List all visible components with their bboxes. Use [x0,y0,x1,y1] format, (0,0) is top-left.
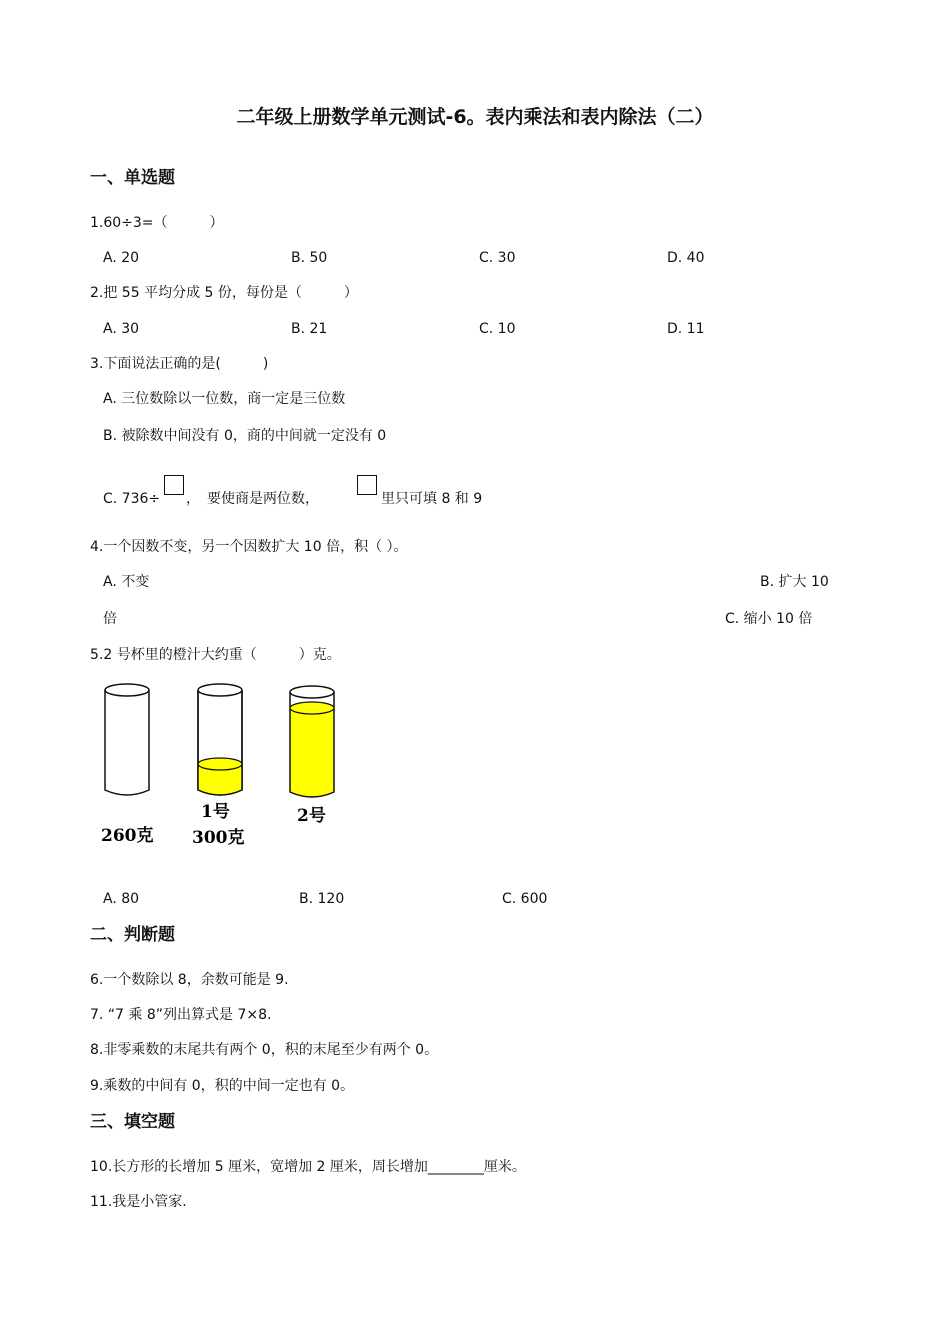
empty-cup-weight: 260克 [101,826,154,846]
question-7: 7. “7 乘 8”列出算式是 7×8. [90,1007,272,1023]
question-1-option-d: D. 40 [667,250,705,266]
question-2-option-d: D. 11 [667,321,705,337]
question-3-option-c-part2: ， 要使商是两位数， [186,491,319,507]
question-4-stem: 4.一个因数不变，另一个因数扩大 10 倍，积（ ）。 [90,539,408,555]
question-11: 11.我是小管家. [90,1194,187,1210]
question-5-stem: 5.2 号杯里的橙汁大约重（ ）克。 [90,647,341,663]
question-1-stem: 1.60÷3=（ ） [90,215,224,231]
cup-2-juice [290,708,334,797]
question-2-option-c: C. 10 [479,321,516,337]
cup-1-weight: 300克 [192,828,245,848]
question-1-option-b: B. 50 [291,250,328,266]
empty-cup [105,684,149,795]
question-1-option-c: C. 30 [479,250,516,266]
question-8: 8.非零乘数的末尾共有两个 0，积的末尾至少有两个 0。 [90,1042,439,1058]
question-3-stem: 3.下面说法正确的是( ) [90,356,269,372]
question-3-option-a: A. 三位数除以一位数，商一定是三位数 [103,391,346,407]
cup-2-label: 2号 [297,806,326,826]
question-4-option-c: C. 缩小 10 倍 [725,611,813,627]
question-4-option-b: B. 扩大 10 [760,574,829,590]
question-2-option-b: B. 21 [291,321,328,337]
question-5-option-b: B. 120 [299,891,345,907]
question-10: 10.长方形的长增加 5 厘米，宽增加 2 厘米，周长增加________厘米。 [90,1159,526,1175]
question-3-option-c-part1: C. 736÷ [103,491,161,507]
question-4-option-a: A. 不变 [103,574,150,590]
cup-1 [198,684,242,795]
question-3-option-b: B. 被除数中间没有 0，商的中间就一定没有 0 [103,428,387,444]
cup-1-label: 1号 [201,802,230,822]
question-4-option-b-continued: 倍 [103,611,117,627]
juice-cups-figure [95,678,355,853]
blank-box [164,475,184,495]
section-heading-single-choice: 一、单选题 [90,168,175,188]
question-2-option-a: A. 30 [103,321,140,337]
question-6: 6.一个数除以 8，余数可能是 9. [90,972,289,988]
section-heading-fill-in: 三、填空题 [90,1112,175,1132]
question-5-option-a: A. 80 [103,891,140,907]
question-5-option-c: C. 600 [502,891,548,907]
question-3-option-c-part3: 里只可填 8 和 9 [381,491,483,507]
question-2-stem: 2.把 55 平均分成 5 份，每份是（ ） [90,285,358,301]
blank-box [357,475,377,495]
page-title: 二年级上册数学单元测试-6。表内乘法和表内除法（二） [236,106,714,128]
section-heading-true-false: 二、判断题 [90,925,175,945]
cup-2 [290,686,334,797]
question-9: 9.乘数的中间有 0，积的中间一定也有 0。 [90,1078,355,1094]
question-1-option-a: A. 20 [103,250,140,266]
